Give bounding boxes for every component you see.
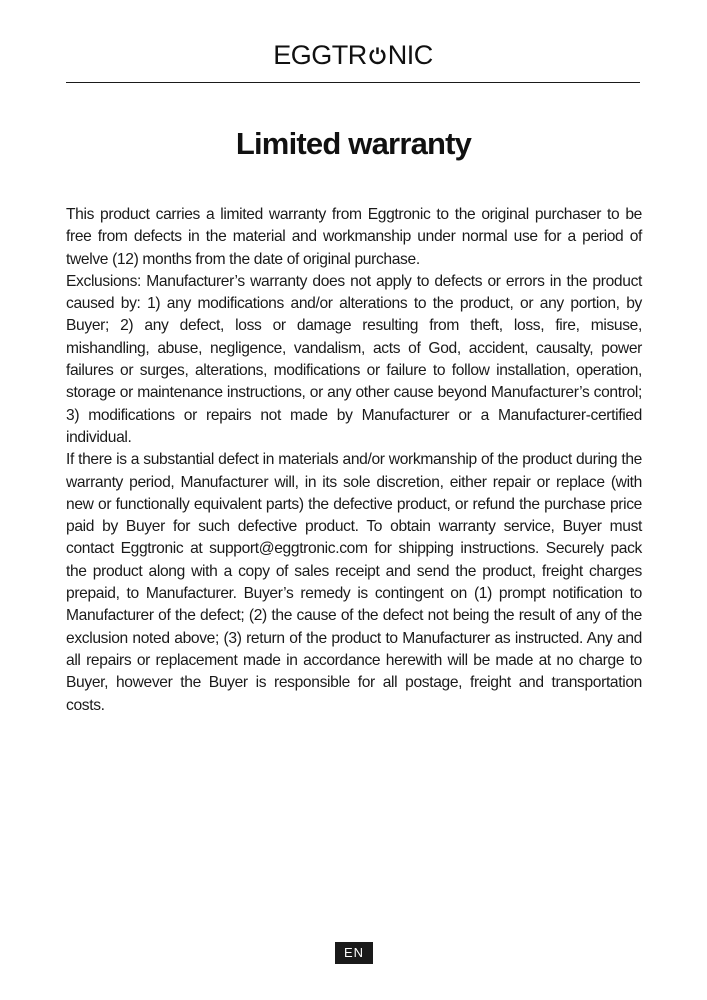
page-header (66, 36, 640, 83)
warranty-paragraph-remedy: If there is a substantial defect in materials and/or workmanship of the product during the warranty period, Manufacturer will, in its sole discretion, either repair or replace (with new or functionally equivalent parts) the defective product, or refund the purchase price paid by Buyer for such defective product. To obtain warranty service, Buyer must contact Eggtronic at support@eggtronic.com for shipping instructions. Securely pack the product along with a copy of sales receipt and send the product, freight charges prepaid, to Manufacturer. Buyer’s remedy is contingent on (1) prompt notification to Manufacturer of the defect; (2) the cause of the defect not being the result of any of the exclusion noted above; (3) return of the product to Manufacturer as instructed. Any and all repairs or replacement made in accordance herewith will be made at no charge to Buyer, however the Buyer is responsible for all postage, freight and transportation costs. (66, 451, 642, 714)
power-o-icon (368, 46, 387, 65)
warranty-paragraph-intro: This product carries a limited warranty from Eggtronic to the original purchaser to be free from defects in the material and workmanship under normal use for a period of twelve (12) months from the date of original purchase. (66, 206, 642, 268)
warranty-text (66, 204, 642, 717)
warranty-paragraph-exclusions: Exclusions: Manufacturer’s warranty does not apply to defects or errors in the product caused by: 1) any modifications and/or alterations to the product, or any portion, by Buyer; 2) any defect, loss or damage resulting from theft, loss, fire, misuse, mishandling, abuse, negligence, vandalism, acts of God, accident, causalty, power failures or surges, alterations, modifications or failure to follow installation, operation, storage or maintenance instructions, or any other cause beyond Manufacturer’s control; 3) modifications or repairs not made by Manufacturer or a Manufacturer-certified individual. (66, 272, 642, 446)
logo-text-left: EGGTR (273, 40, 367, 70)
language-badge: EN (335, 942, 373, 964)
brand-logo (273, 40, 433, 71)
logo-text-right: NIC (387, 40, 433, 70)
page-title: Limited warranty (235, 126, 472, 161)
